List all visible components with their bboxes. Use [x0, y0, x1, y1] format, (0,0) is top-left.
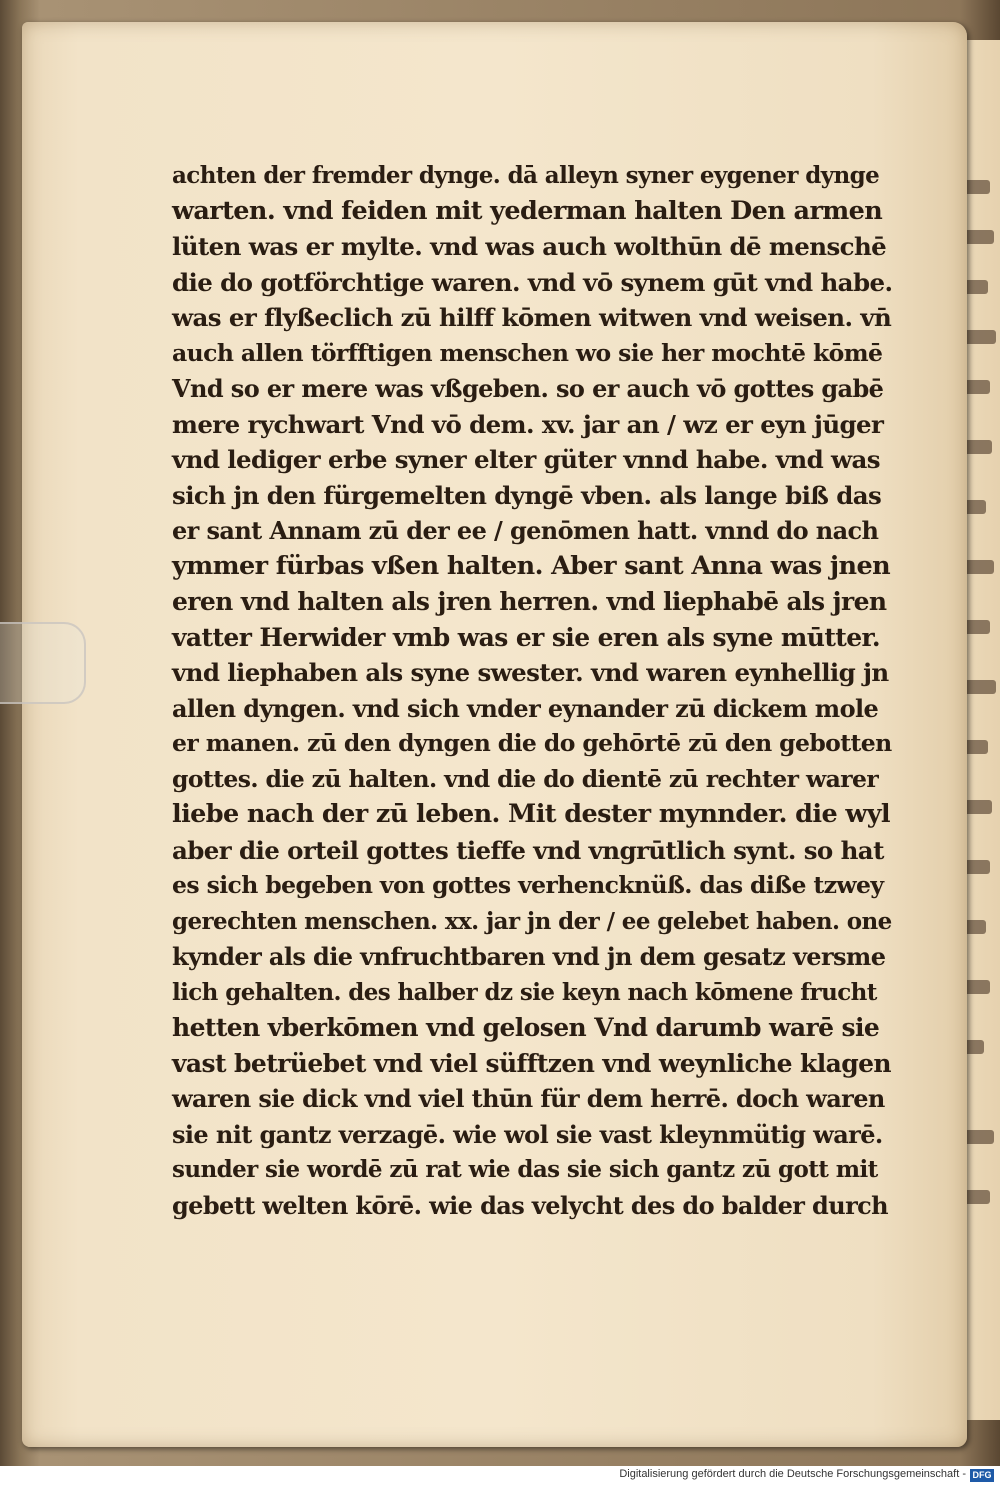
text-line: gerechten menschen. xx. jar jn der / ee gelebet haben. one: [172, 907, 892, 935]
text-line: allen dyngen. vnd sich vnder eynander zū dickem mole: [172, 693, 879, 723]
dfg-logo: DFG: [970, 1469, 994, 1482]
text-line: sich jn den fürgemelten dyngē vben. als lange biß das: [172, 480, 882, 510]
text-line: sunder sie wordē zū rat wie das sie sich gantz zū gott mit: [172, 1156, 878, 1183]
footer-credit: Digitalisierung gefördert durch die Deutsche Forschungsgemeinschaft -: [619, 1468, 966, 1480]
text-line: die do gotförchtige waren. vnd vō synem gūt vnd habe.: [172, 267, 893, 297]
text-line: gottes. die zū halten. vnd die do dientē zū rechter warer: [172, 764, 879, 793]
text-line: eren vnd halten als jren herren. vnd liephabē als jren: [172, 587, 887, 616]
text-line: auch allen törfftigen menschen wo sie her mochtē kōmē: [172, 338, 883, 367]
text-line: hetten vberkōmen vnd gelosen Vnd darumb warē sie: [172, 1013, 880, 1042]
text-line: vnd liephaben als syne swester. vnd waren eynhellig jn: [172, 658, 889, 687]
text-line: liebe nach der zū leben. Mit dester mynnder. die wyl: [172, 799, 891, 829]
text-line: sie nit gantz verzagē. wie wol sie vast kleynmütig warē.: [172, 1119, 883, 1149]
text-line: kynder als die vnfruchtbaren vnd jn dem gesatz versme: [172, 942, 886, 971]
page-text: [172, 158, 892, 1223]
text-line: vatter Herwider vmb was er sie eren als syne mūtter.: [172, 622, 880, 652]
text-line: vnd lediger erbe syner elter güter vnnd habe. vnd was: [172, 445, 880, 474]
text-line: mere rychwart Vnd vō dem. xv. jar an / wz er eyn jūger: [172, 409, 884, 439]
text-line: achten der fremder dynge. dā alleyn syner eygener dynge: [172, 162, 880, 189]
footer-bar: [0, 1466, 1000, 1486]
text-line: vast betrüebet vnd viel süfftzen vnd weynliche klagen: [172, 1048, 891, 1078]
text-line: lich gehalten. des halber dz sie keyn nach kōmene frucht: [172, 978, 877, 1006]
text-line: Vnd so er mere was vßgeben. so er auch vō gottes gabē: [172, 374, 884, 403]
text-line: was er flyßeclich zū hilff kōmen witwen vnd weisen. vn̄: [172, 303, 892, 332]
text-line: warten. vnd feiden mit yederman halten Den armen: [172, 195, 883, 226]
text-line: waren sie dick vnd viel thūn für dem herrē. doch waren: [172, 1084, 885, 1113]
text-line: gebett welten kōrē. wie das velycht des do balder durch: [172, 1190, 888, 1220]
text-line: ymmer fürbas vßen halten. Aber sant Anna was jnen: [172, 550, 891, 581]
text-line: er sant Annam zū der ee / genōmen hatt. vnnd do nach: [172, 516, 879, 545]
text-line: es sich begeben von gottes verhencknüß. das diße tzwey: [172, 871, 884, 899]
text-line: aber die orteil gottes tieffe vnd vngrūtlich synt. so hat: [172, 835, 884, 865]
text-line: er manen. zū den dyngen die do gehōrtē zū den gebotten: [172, 729, 892, 757]
text-line: lüten was er mylte. vnd was auch wolthūn dē menschē: [172, 232, 887, 261]
page-clip: [0, 622, 86, 704]
